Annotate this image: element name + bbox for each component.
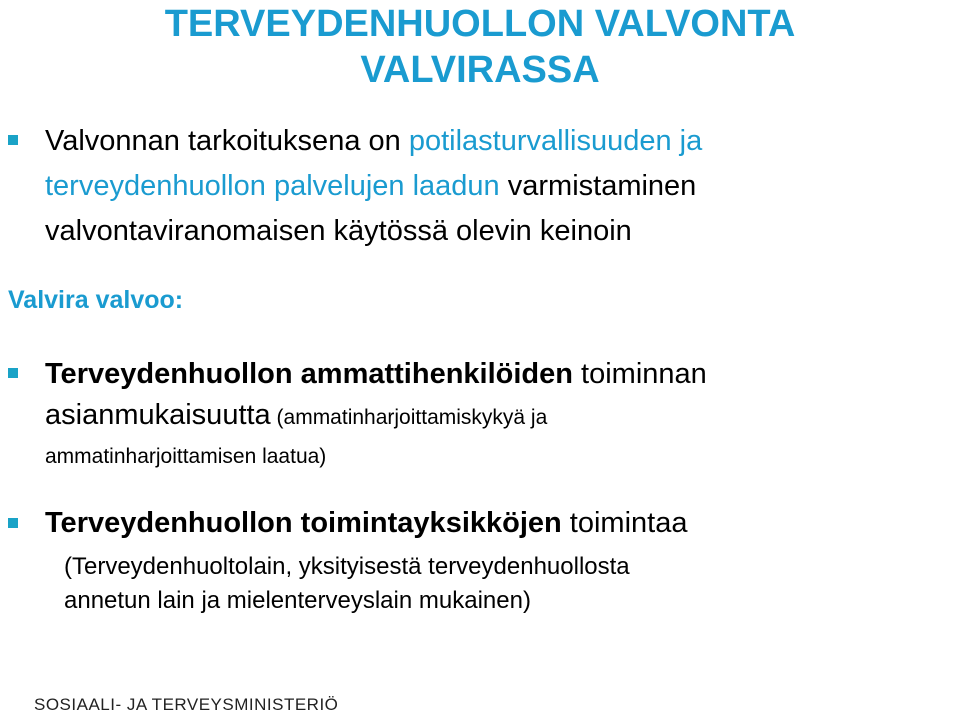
bullet-2-rest: toiminnan <box>573 358 707 390</box>
bullet-1-line-1 <box>45 118 702 165</box>
bullet-2-line-2-main: asianmukaisuutta <box>45 399 271 431</box>
bullet-marker-1 <box>8 135 18 145</box>
bullet-1-part-5: valvontaviranomaisen käytössä olevin keinoin <box>45 215 632 247</box>
bullet-1-line-2 <box>45 163 702 210</box>
bullet-3-line-2: (Terveydenhuoltolain, yksityisestä terveydenhuollosta <box>64 553 630 580</box>
bullet-3-detail <box>64 550 630 618</box>
bullet-2-line-2 <box>45 393 707 440</box>
bullet-3-text <box>45 500 687 547</box>
title-line-1: TERVEYDENHUOLLON VALVONTA <box>164 3 796 45</box>
bullet-3-line-3: annetun lain ja mielenterveyslain mukainen) <box>64 587 531 614</box>
bullet-1-text <box>45 118 702 255</box>
bullet-1-part-4: varmistaminen <box>499 170 697 202</box>
bullet-1-part-2: potilasturvallisuuden ja <box>408 125 703 157</box>
title-line-2: VALVIRASSA <box>360 49 600 91</box>
bullet-3-line-1 <box>45 500 687 547</box>
bullet-marker-2 <box>8 368 18 378</box>
bullet-1-part-1: Valvonnan tarkoituksena on <box>45 125 409 157</box>
ministry-footer-logo-text: SOSIAALI- JA TERVEYSMINISTERIÖ <box>34 695 339 714</box>
bullet-2-bold: Terveydenhuollon ammattihenkilöiden <box>45 358 573 390</box>
bullet-marker-3 <box>8 518 18 528</box>
bullet-3-rest: toimintaa <box>561 507 688 539</box>
bullet-2-text <box>45 352 707 479</box>
bullet-2-line-2-small: (ammatinharjoittamiskykyä ja <box>270 406 548 429</box>
bullet-1-part-3: terveydenhuollon palvelujen laadun <box>45 170 500 202</box>
bullet-1-line-3 <box>45 208 702 255</box>
bullet-2-line-1 <box>45 352 707 397</box>
bullet-3-bold: Terveydenhuollon toimintayksikköjen <box>45 507 562 539</box>
bullet-2-line-3: ammatinharjoittamisen laatua) <box>45 445 327 468</box>
section-subheading: Valvira valvoo: <box>8 286 184 314</box>
